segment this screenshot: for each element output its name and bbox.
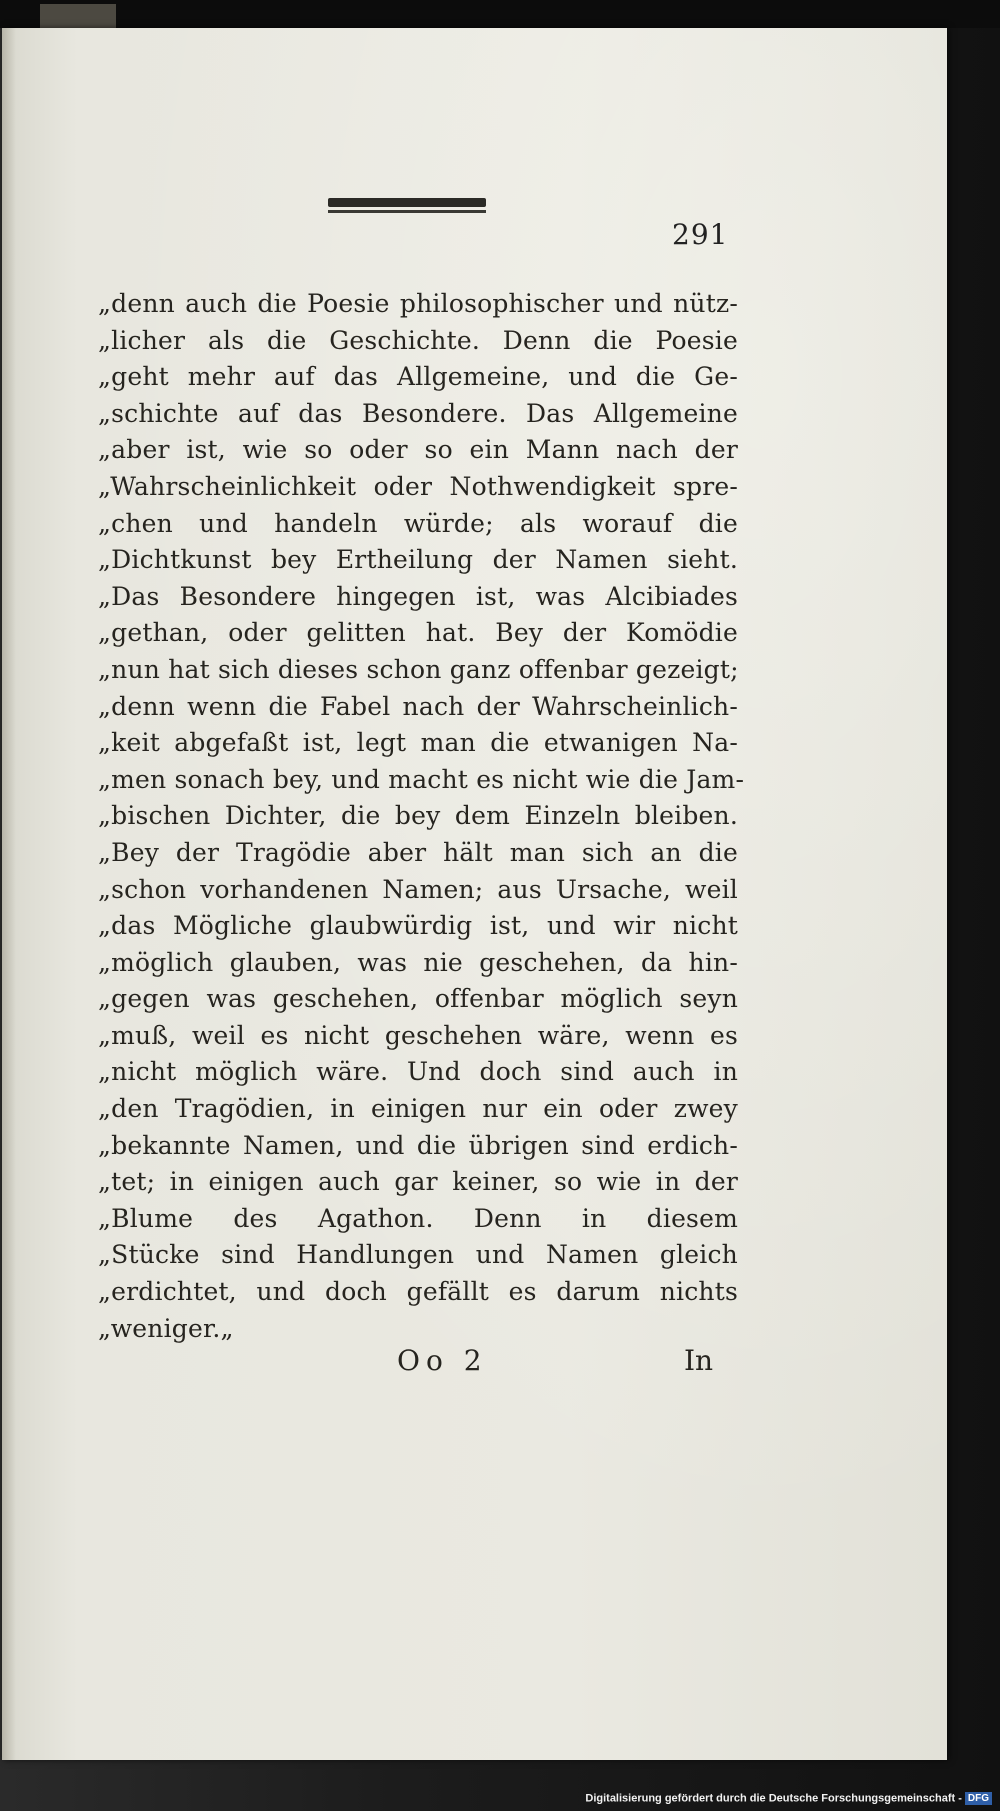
text-line: „nun hat sich dieses schon ganz offenbar gezeigt; <box>98 654 739 684</box>
page-number: 291 <box>672 218 729 251</box>
text-line: „licher als die Geschichte. Denn die Poesie <box>98 325 738 355</box>
signature-mark: Oo 2 <box>397 1344 488 1377</box>
text-line: „Wahrscheinlichkeit oder Nothwendigkeit spre- <box>98 471 738 501</box>
text-line: „muß, weil es nicht geschehen wäre, wenn es <box>98 1020 738 1050</box>
text-line: „aber ist, wie so oder so ein Mann nach der <box>98 435 738 465</box>
credit-text: Digitalisierung gefördert durch die Deutsche Forschungsgemeinschaft - <box>585 1792 962 1805</box>
text-line: „Stücke sind Handlungen und Namen gleich <box>98 1240 738 1270</box>
header-ornament-rule <box>328 198 486 207</box>
text-line: „den Tragödien, in einigen nur ein oder zwey <box>98 1094 738 1124</box>
text-line: „weniger.„ <box>98 1313 234 1343</box>
text-line: „Blume des Agathon. Denn in diesem <box>98 1203 738 1233</box>
scan-top-strip <box>0 0 1000 28</box>
text-line: „denn wenn die Fabel nach der Wahrscheinlich- <box>98 691 738 721</box>
text-line: „men sonach bey, und macht es nicht wie die Jam- <box>98 764 745 794</box>
text-line: „gegen was geschehen, offenbar möglich seyn <box>98 984 738 1014</box>
text-line: „Das Besondere hingegen ist, was Alcibiades <box>98 581 738 611</box>
text-line: „chen und handeln würde; als worauf die <box>98 508 738 538</box>
text-line: „keit abgefaßt ist, legt man die etwanigen Na- <box>98 728 738 758</box>
text-line: „nicht möglich wäre. Und doch sind auch in <box>98 1057 738 1087</box>
text-line: „denn auch die Poesie philosophischer und nütz- <box>98 289 738 318</box>
text-line: „gethan, oder gelitten hat. Bey der Komödie <box>98 618 738 648</box>
text-line: „bekannte Namen, und die übrigen sind erdich- <box>98 1130 738 1160</box>
text-line: „geht mehr auf das Allgemeine, und die Ge- <box>98 362 738 392</box>
digitization-credit <box>585 1792 992 1805</box>
text-line: „tet; in einigen auch gar keiner, so wie in der <box>98 1167 738 1197</box>
scan-calibration-patch <box>40 4 116 30</box>
page-gutter-shadow <box>2 28 16 1760</box>
text-line: „möglich glauben, was nie geschehen, da hin- <box>98 947 738 977</box>
text-line: „Dichtkunst bey Ertheilung der Namen sieht. <box>98 545 738 575</box>
dfg-logo: DFG <box>965 1792 992 1805</box>
text-line: „schichte auf das Besondere. Das Allgemeine <box>98 398 738 428</box>
catchword: In <box>684 1344 714 1377</box>
text-line: „schon vorhandenen Namen; aus Ursache, weil <box>98 874 738 904</box>
text-line: „das Mögliche glaubwürdig ist, und wir nicht <box>98 911 738 941</box>
book-page <box>2 28 947 1760</box>
text-line: „erdichtet, und doch gefällt es darum nichts <box>98 1277 738 1307</box>
text-line: „bischen Dichter, die bey dem Einzeln bleiben. <box>98 801 738 831</box>
text-line: „Bey der Tragödie aber hält man sich an die <box>98 837 738 867</box>
body-text <box>98 286 745 1347</box>
